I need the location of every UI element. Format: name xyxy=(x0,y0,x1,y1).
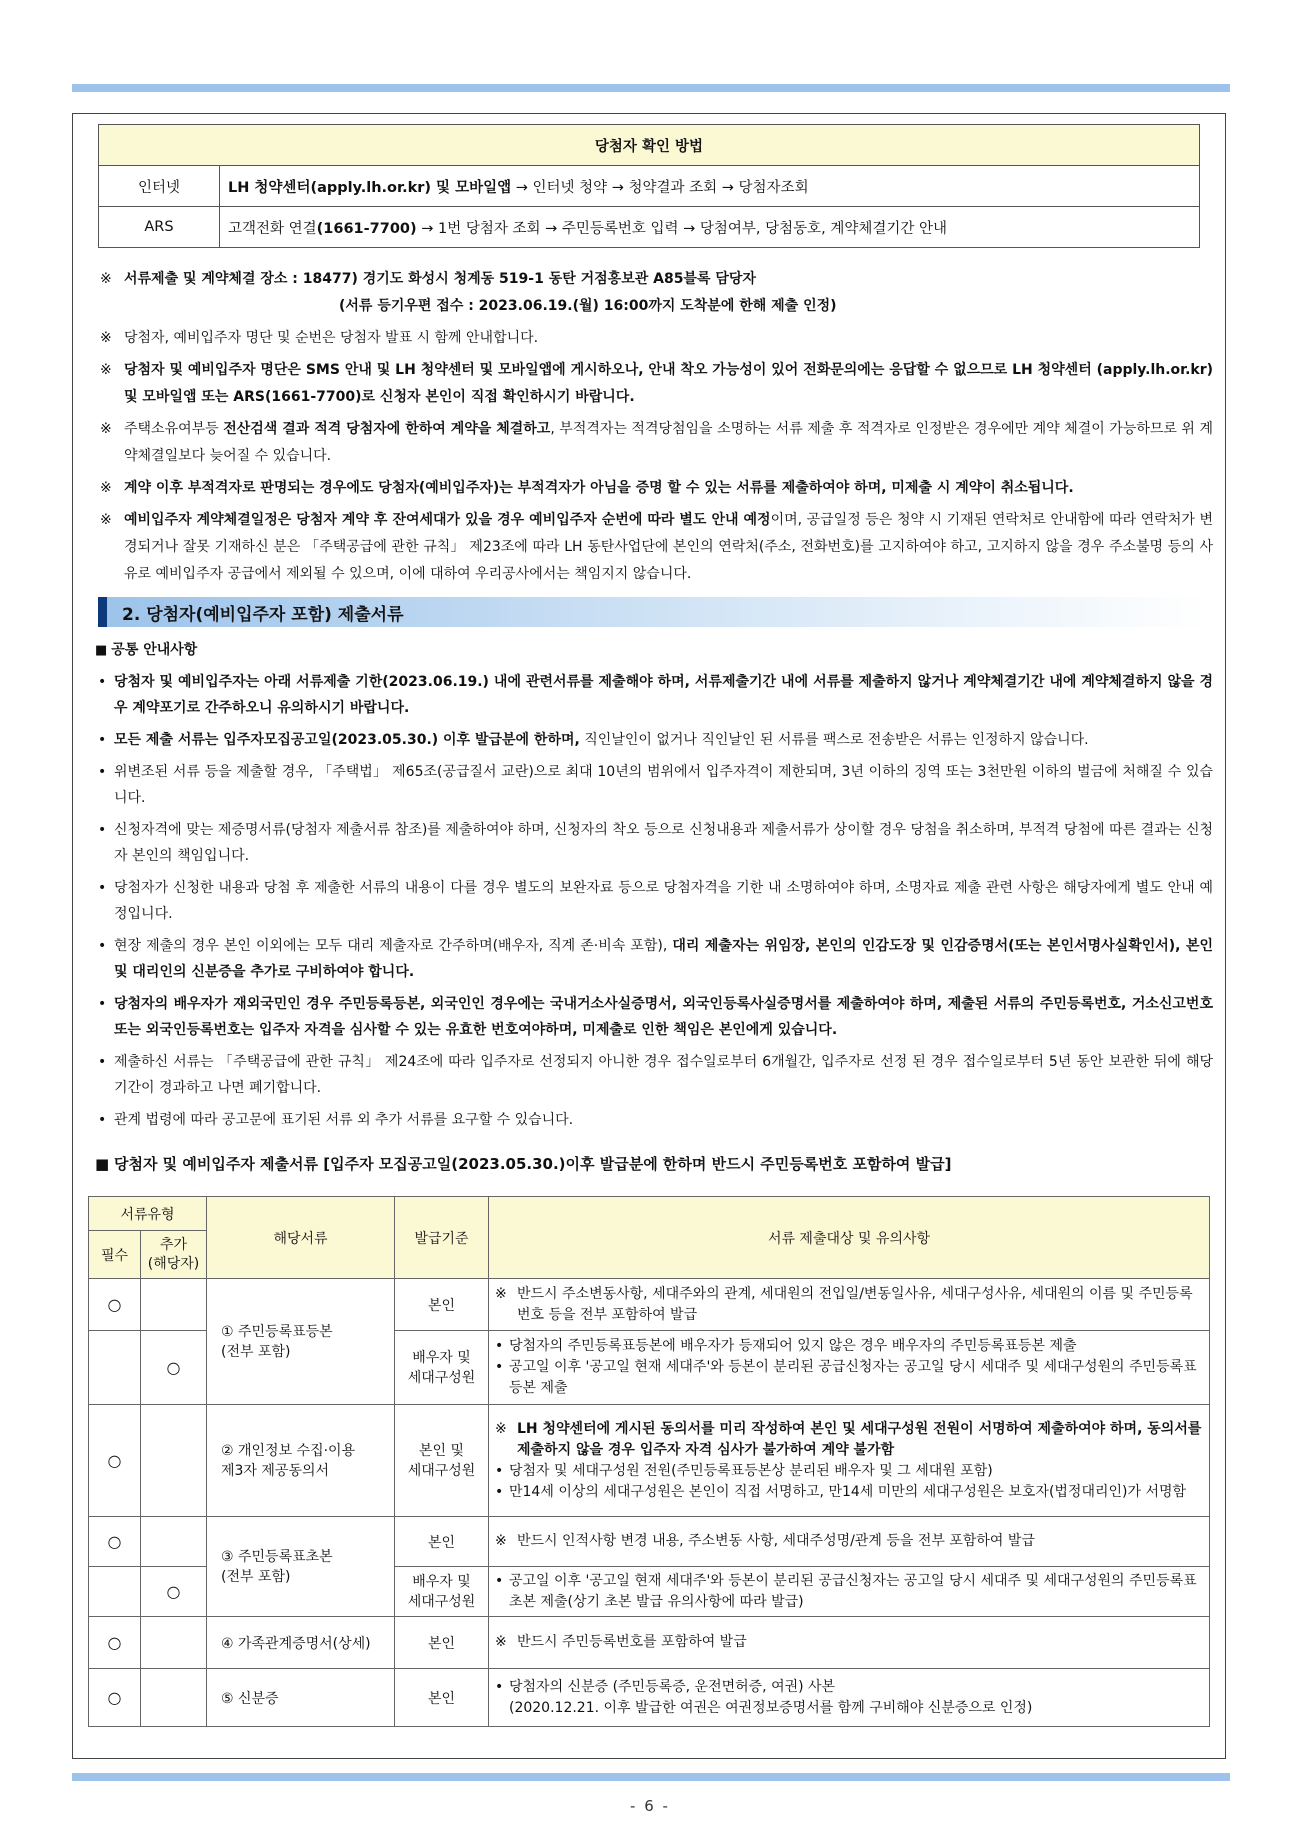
list-text: 당첨자의 배우자가 재외국민인 경우 주민등록등본, 외국인인 경우에는 국내거소사실증명서, 외국인등록사실증명서를 제출하여야 하며, 제출된 서류의 주민등록번호, 거소신고번호 또는 외국인등록번호는 입주자 자격을 심사할 수 있는 유효한 번호여야하며, 미제출로 인한 책임은 본인에게 있습니다. xyxy=(114,996,1213,1038)
list-item xyxy=(98,1049,1213,1101)
doc-notes xyxy=(489,1405,1210,1517)
note-text: 당첨자 및 세대구성원 전원(주민등록표등본상 분리된 배우자 및 그 세대원 포함) xyxy=(509,1462,993,1479)
note-mark: ※ xyxy=(100,271,112,287)
note-text: 반드시 주소변동사항, 세대주와의 관계, 세대원의 전입일/변동일사유, 세대구성사유, 세대원의 이름 및 주민등록번호 등을 전부 포함하여 발급 xyxy=(517,1285,1193,1323)
table-row xyxy=(99,207,1200,248)
note-text: 만14세 이상의 세대구성원은 본인이 직접 서명하고, 만14세 미만의 세대구성원은 보호자(법정대리인)가 서명함 xyxy=(509,1483,1187,1500)
list-item xyxy=(98,727,1213,753)
bullet-icon: • xyxy=(98,822,107,838)
bullet-icon: • xyxy=(98,1054,107,1070)
method-label: 인터넷 xyxy=(99,166,220,207)
list-text: 대리 제출자는 위임장, 본인의 인감도장 및 인감증명서(또는 본인서명사실확인서), 본인 및 대리인의 신분증을 추가로 구비하여야 합니다. xyxy=(114,938,1214,980)
required-mark: ○ xyxy=(89,1669,141,1727)
winner-check-header: 당첨자 확인 방법 xyxy=(99,125,1200,166)
issue-basis: 배우자 및 세대구성원 xyxy=(395,1567,489,1617)
note-mark: ※ xyxy=(100,480,112,496)
note-mark: ※ xyxy=(495,1420,507,1437)
method-text: → 1번 당첨자 조회 → 주민등록번호 입력 → 당첨여부, 당첨동호, 계약체결기간 안내 xyxy=(416,220,948,237)
note-mark: ※ xyxy=(495,1285,507,1302)
notes-block xyxy=(98,266,1213,593)
note-text: 계약 이후 부적격자로 판명되는 경우에도 당첨자(예비입주자)는 부적격자가 아님을 증명 할 수 있는 서류를 제출하여야 하며, 미제출 시 계약이 취소됩니다. xyxy=(124,480,1074,496)
list-text: 위변조된 서류 등을 제출할 경우, 「주택법」 제65조(공급질서 교란)으로 최대 10년의 범위에서 입주자격이 제한되며, 3년 이하의 징역 또는 3천만원 이하의 벌금에 처해질 수 있습니다. xyxy=(114,764,1213,806)
note-item xyxy=(98,475,1213,502)
winner-check-table xyxy=(98,124,1200,248)
note-text: 전산검색 결과 적격 당첨자에 한하여 계약을 체결하고 xyxy=(223,421,551,437)
required-docs-table xyxy=(88,1196,1210,1727)
note-text: 당첨자 및 예비입주자 명단은 SMS 안내 및 LH 청약센터 및 모바일앱에 게시하오나, 안내 착오 가능성이 있어 전화문의에는 응답할 수 없으므로 LH 청약센터 (apply.lh.or.kr) 및 모바일앱 또는 ARS(1661-7700)로 신청자 본인이 직접 확인하시기 바랍니다. xyxy=(124,362,1213,405)
method-desc xyxy=(220,207,1200,248)
list-item xyxy=(98,759,1213,811)
required-mark: ○ xyxy=(89,1517,141,1567)
bullet-icon: • xyxy=(98,1112,107,1128)
additional-mark: ○ xyxy=(141,1567,207,1617)
note-text: 반드시 주민등록번호를 포함하여 발급 xyxy=(517,1634,747,1650)
page-number: - 6 - xyxy=(630,1797,670,1815)
doc-notes xyxy=(489,1567,1210,1617)
issue-basis: 본인 및 세대구성원 xyxy=(395,1405,489,1517)
col-header-doc: 해당서류 xyxy=(207,1197,395,1279)
additional-mark xyxy=(141,1517,207,1567)
required-mark: ○ xyxy=(89,1617,141,1669)
note-text: 당첨자의 신분증 (주민등록증, 운전면허증, 여권) 사본 xyxy=(509,1678,836,1695)
issue-basis: 본인 xyxy=(395,1517,489,1567)
section-bar xyxy=(98,597,107,627)
list-item xyxy=(98,1107,1213,1133)
common-guide-list xyxy=(98,669,1213,1139)
table-row xyxy=(89,1279,1210,1331)
doc-name: ② 개인정보 수집·이용 제3자 제공동의서 xyxy=(207,1405,395,1517)
required-mark xyxy=(89,1567,141,1617)
note-text: 반드시 인적사항 변경 내용, 주소변동 사항, 세대주성명/관계 등을 전부 포함하여 발급 xyxy=(517,1533,1035,1549)
note-mark: ※ xyxy=(100,512,112,528)
list-text: 당첨자가 신청한 내용과 당첨 후 제출한 서류의 내용이 다를 경우 별도의 보완자료 등으로 당첨자격을 기한 내 소명하여야 하며, 소명자료 제출 관련 사항은 해당자에게 별도 안내 예정입니다. xyxy=(114,880,1213,922)
method-emphasis: (1661-7700) xyxy=(316,220,417,237)
required-mark: ○ xyxy=(89,1405,141,1517)
issue-basis: 본인 xyxy=(395,1669,489,1727)
col-header-basis: 발급기준 xyxy=(395,1197,489,1279)
table-row xyxy=(89,1517,1210,1567)
issue-basis: 본인 xyxy=(395,1617,489,1669)
note-mark: ※ xyxy=(100,421,112,437)
note-text: , 부적격자는 적격당첨임을 소명하는 서류 제출 후 적격자로 인정받은 경우에만 계약 체결이 가능하므로 위 계약체결일보다 늦어질 수 있습니다. xyxy=(124,421,1213,464)
bullet-icon: • xyxy=(495,1572,504,1589)
note-text: (서류 등기우편 접수 : 2023.06.19.(월) 16:00까지 도착분에 한해 제출 인정) xyxy=(339,298,837,314)
doc-name: ① 주민등록표등본 (전부 포함) xyxy=(207,1279,395,1405)
note-text: 예비입주자 계약체결일정은 당첨자 계약 후 잔여세대가 있을 경우 예비입주자 순번에 따라 별도 안내 예정 xyxy=(124,512,771,528)
doc-notes xyxy=(489,1617,1210,1669)
bullet-icon: • xyxy=(98,674,107,690)
additional-mark xyxy=(141,1669,207,1727)
method-desc xyxy=(220,166,1200,207)
doc-notes xyxy=(489,1669,1210,1727)
bullet-icon: • xyxy=(98,732,107,748)
issue-basis: 본인 xyxy=(395,1279,489,1331)
bullet-icon: • xyxy=(98,996,107,1012)
table-row xyxy=(99,166,1200,207)
docs-heading xyxy=(95,1153,951,1174)
note-text: 당첨자의 주민등록표등본에 배우자가 등재되어 있지 않은 경우 배우자의 주민등록표등본 제출 xyxy=(509,1338,1077,1354)
square-icon: ■ xyxy=(95,643,108,658)
note-text: LH 청약센터에 게시된 동의서를 미리 작성하여 본인 및 세대구성원 전원이 서명하여 제출하여야 하며, 동의서를 제출하지 않을 경우 입주자 자격 심사가 불가하여 계약 불가함 xyxy=(517,1420,1202,1458)
bullet-icon: • xyxy=(495,1483,504,1500)
section-heading xyxy=(98,597,1208,627)
col-header-type: 서류유형 xyxy=(89,1197,207,1231)
list-item xyxy=(98,669,1213,721)
bullet-icon: • xyxy=(98,938,107,954)
note-text: 공고일 이후 '공고일 현재 세대주'와 등본이 분리된 공급신청자는 공고일 당시 세대주 및 세대구성원의 주민등록표등본 제출 xyxy=(509,1359,1197,1396)
bullet-icon: • xyxy=(495,1678,504,1695)
note-text: 이며, 공급일정 등은 청약 시 기재된 연락처로 안내함에 따라 연락처가 변경되거나 잘못 기재하신 분은 「주택공급에 관한 규칙」 제23조에 따라 LH 동탄사업단에 본인의 연락처(주소, 전화번호)를 고지하여야 하고, 고지하지 않을 경우 주소불명 등의 사유로 예비입주자 공급에서 제외될 수 있으며, 이에 대하여 우리공사에서는 책임지지 않습니다. xyxy=(124,512,1213,582)
additional-mark xyxy=(141,1279,207,1331)
top-rule xyxy=(72,84,1230,92)
docs-heading-text: 당첨자 및 예비입주자 제출서류 [입주자 모집공고일(2023.05.30.)이후 발급분에 한하며 반드시 주민등록번호 포함하여 발급] xyxy=(113,1155,952,1173)
note-text: (2020.12.21. 이후 발급한 여권은 여권정보증명서를 함께 구비해야 신분증으로 인정) xyxy=(509,1699,1033,1716)
additional-mark: ○ xyxy=(141,1331,207,1405)
square-icon: ■ xyxy=(95,1155,110,1173)
note-mark: ※ xyxy=(100,330,112,346)
list-item xyxy=(98,875,1213,927)
list-text: 신청자격에 맞는 제증명서류(당첨자 제출서류 참조)를 제출하여야 하며, 신청자의 착오 등으로 신청내용과 제출서류가 상이할 경우 당첨을 취소하며, 부적격 당첨에 따른 결과는 신청자 본인의 책임입니다. xyxy=(114,822,1213,864)
method-text: → 인터넷 청약 → 청약결과 조회 → 당첨자조회 xyxy=(511,179,809,196)
doc-name: ③ 주민등록표초본 (전부 포함) xyxy=(207,1517,395,1617)
col-header-notes: 서류 제출대상 및 유의사항 xyxy=(489,1197,1210,1279)
note-item xyxy=(98,266,1213,320)
list-text: 관계 법령에 따라 공고문에 표기된 서류 외 추가 서류를 요구할 수 있습니다. xyxy=(114,1112,574,1128)
required-mark xyxy=(89,1331,141,1405)
doc-name: ⑤ 신분증 xyxy=(207,1669,395,1727)
list-text: 모든 제출 서류는 입주자모집공고일(2023.05.30.) 이후 발급분에 한하며, xyxy=(114,732,580,748)
col-header-additional: 추가 (해당자) xyxy=(141,1231,207,1279)
bullet-icon: • xyxy=(495,1462,504,1479)
note-text: 서류제출 및 계약체결 장소 : 18477) 경기도 화성시 청계동 519-1 동탄 거점홍보관 A85블록 담당자 xyxy=(124,271,756,287)
list-item xyxy=(98,991,1213,1043)
method-emphasis: LH 청약센터(apply.lh.or.kr) 및 모바일앱 xyxy=(228,179,512,196)
bullet-icon: • xyxy=(495,1338,504,1354)
list-text: 당첨자 및 예비입주자는 아래 서류제출 기한(2023.06.19.) 내에 관련서류를 제출해야 하며, 서류제출기간 내에 서류를 제출하지 않거나 계약체결기간 내에 계약체결하지 않을 경우 계약포기로 간주하오니 유의하시기 바랍니다. xyxy=(114,674,1213,716)
list-item xyxy=(98,933,1213,985)
common-heading xyxy=(95,639,197,659)
doc-name: ④ 가족관계증명서(상세) xyxy=(207,1617,395,1669)
required-mark: ○ xyxy=(89,1279,141,1331)
note-mark: ※ xyxy=(495,1533,507,1549)
bullet-icon: • xyxy=(98,880,107,896)
list-item xyxy=(98,817,1213,869)
doc-notes xyxy=(489,1331,1210,1405)
note-text: 당첨자, 예비입주자 명단 및 순번은 당첨자 발표 시 함께 안내합니다. xyxy=(124,330,539,346)
note-mark: ※ xyxy=(100,362,112,378)
table-row xyxy=(89,1405,1210,1517)
method-label: ARS xyxy=(99,207,220,248)
note-item xyxy=(98,507,1213,588)
additional-mark xyxy=(141,1405,207,1517)
doc-notes xyxy=(489,1279,1210,1331)
note-item xyxy=(98,325,1213,352)
method-text: 고객전화 연결 xyxy=(228,220,317,237)
issue-basis: 배우자 및 세대구성원 xyxy=(395,1331,489,1405)
bottom-rule xyxy=(72,1773,1230,1781)
additional-mark xyxy=(141,1617,207,1669)
list-text: 현장 제출의 경우 본인 이외에는 모두 대리 제출자로 간주하며(배우자, 직계 존·비속 포함), xyxy=(114,938,673,954)
section-title: 2. 당첨자(예비입주자 포함) 제출서류 xyxy=(122,605,404,625)
note-item xyxy=(98,357,1213,411)
table-row xyxy=(89,1617,1210,1669)
note-item xyxy=(98,416,1213,470)
bullet-icon: • xyxy=(495,1359,504,1375)
note-text: 공고일 이후 '공고일 현재 세대주'와 등본이 분리된 공급신청자는 공고일 당시 세대주 및 세대구성원의 주민등록표초본 제출(상기 초본 발급 유의사항에 따라 발급) xyxy=(509,1572,1197,1610)
list-text: 제출하신 서류는 「주택공급에 관한 규칙」 제24조에 따라 입주자로 선정되지 아니한 경우 접수일로부터 6개월간, 입주자로 선정 된 경우 접수일로부터 5년 동안 보관한 뒤에 해당 기간이 경과하고 나면 폐기합니다. xyxy=(114,1054,1213,1096)
bullet-icon: • xyxy=(98,764,107,780)
table-row xyxy=(89,1669,1210,1727)
list-text: 직인날인이 없거나 직인날인 된 서류를 팩스로 전송받은 서류는 인정하지 않습니다. xyxy=(579,732,1089,748)
common-heading-text: 공통 안내사항 xyxy=(111,642,198,658)
doc-notes xyxy=(489,1517,1210,1567)
col-header-required: 필수 xyxy=(89,1231,141,1279)
note-text: 주택소유여부등 xyxy=(124,421,224,437)
note-mark: ※ xyxy=(495,1634,507,1650)
